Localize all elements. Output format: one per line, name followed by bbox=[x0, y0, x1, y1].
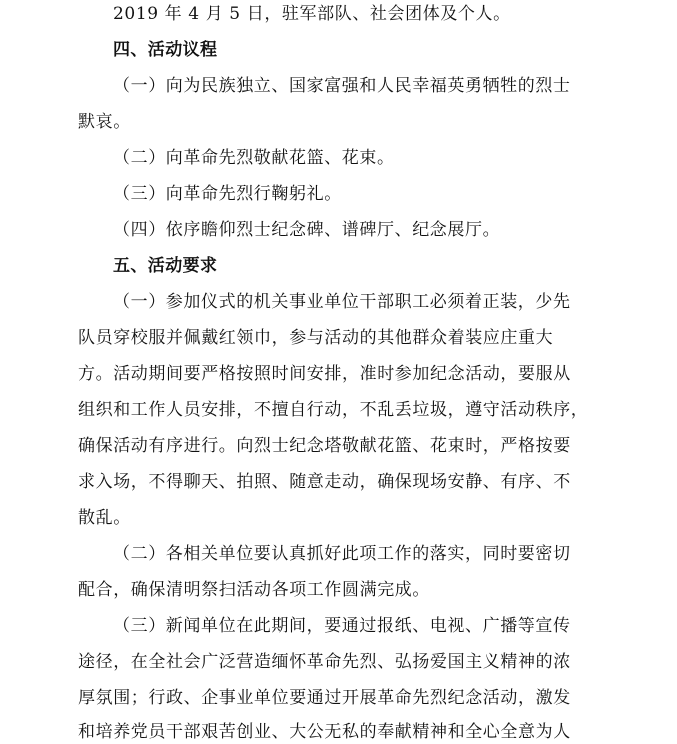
requirement-3-line: （三）新闻单位在此期间，要通过报纸、电视、广播等宣传 bbox=[113, 616, 571, 636]
requirement-1-line: 方。活动期间要严格按照时间安排，准时参加纪念活动，要服从 bbox=[78, 364, 571, 384]
requirement-1-line: 组织和工作人员安排，不擅自行动，不乱丢垃圾，遵守活动秩序， bbox=[78, 400, 589, 420]
intro-tail-line: 2019 年 4 月 5 日，驻军部队、社会团体及个人。 bbox=[113, 4, 511, 24]
agenda-item-2: （二）向革命先烈敬献花篮、花束。 bbox=[113, 148, 395, 168]
agenda-item-1-line-2: 默哀。 bbox=[78, 112, 131, 132]
requirement-3-line: 和培养党员干部艰苦创业、大公无私的奉献精神和全心全意为人 bbox=[78, 722, 571, 742]
requirement-1-line: 队员穿校服并佩戴红领巾，参与活动的其他群众着装应庄重大 bbox=[78, 328, 554, 348]
agenda-item-1-line-1: （一）向为民族独立、国家富强和人民幸福英勇牺牲的烈士 bbox=[113, 76, 571, 96]
requirement-1-line: 确保活动有序进行。向烈士纪念塔敬献花篮、花束时，严格按要 bbox=[78, 436, 571, 456]
requirement-1-line: 散乱。 bbox=[78, 508, 131, 528]
requirement-2-line: 配合，确保清明祭扫活动各项工作圆满完成。 bbox=[78, 580, 430, 600]
section-4-heading: 四、活动议程 bbox=[113, 40, 218, 60]
section-5-heading: 五、活动要求 bbox=[113, 256, 218, 276]
agenda-item-3: （三）向革命先烈行鞠躬礼。 bbox=[113, 184, 342, 204]
agenda-item-4: （四）依序瞻仰烈士纪念碑、谱碑厅、纪念展厅。 bbox=[113, 220, 501, 240]
requirement-1-line: 求入场，不得聊天、拍照、随意走动，确保现场安静、有序、不 bbox=[78, 472, 571, 492]
requirement-1-line: （一）参加仪式的机关事业单位干部职工必须着正装，少先 bbox=[113, 292, 571, 312]
requirement-3-line: 途径，在全社会广泛营造缅怀革命先烈、弘扬爱国主义精神的浓 bbox=[78, 652, 571, 672]
requirement-3-line: 厚氛围；行政、企事业单位要通过开展革命先烈纪念活动，激发 bbox=[78, 688, 571, 708]
requirement-2-line: （二）各相关单位要认真抓好此项工作的落实，同时要密切 bbox=[113, 544, 571, 564]
